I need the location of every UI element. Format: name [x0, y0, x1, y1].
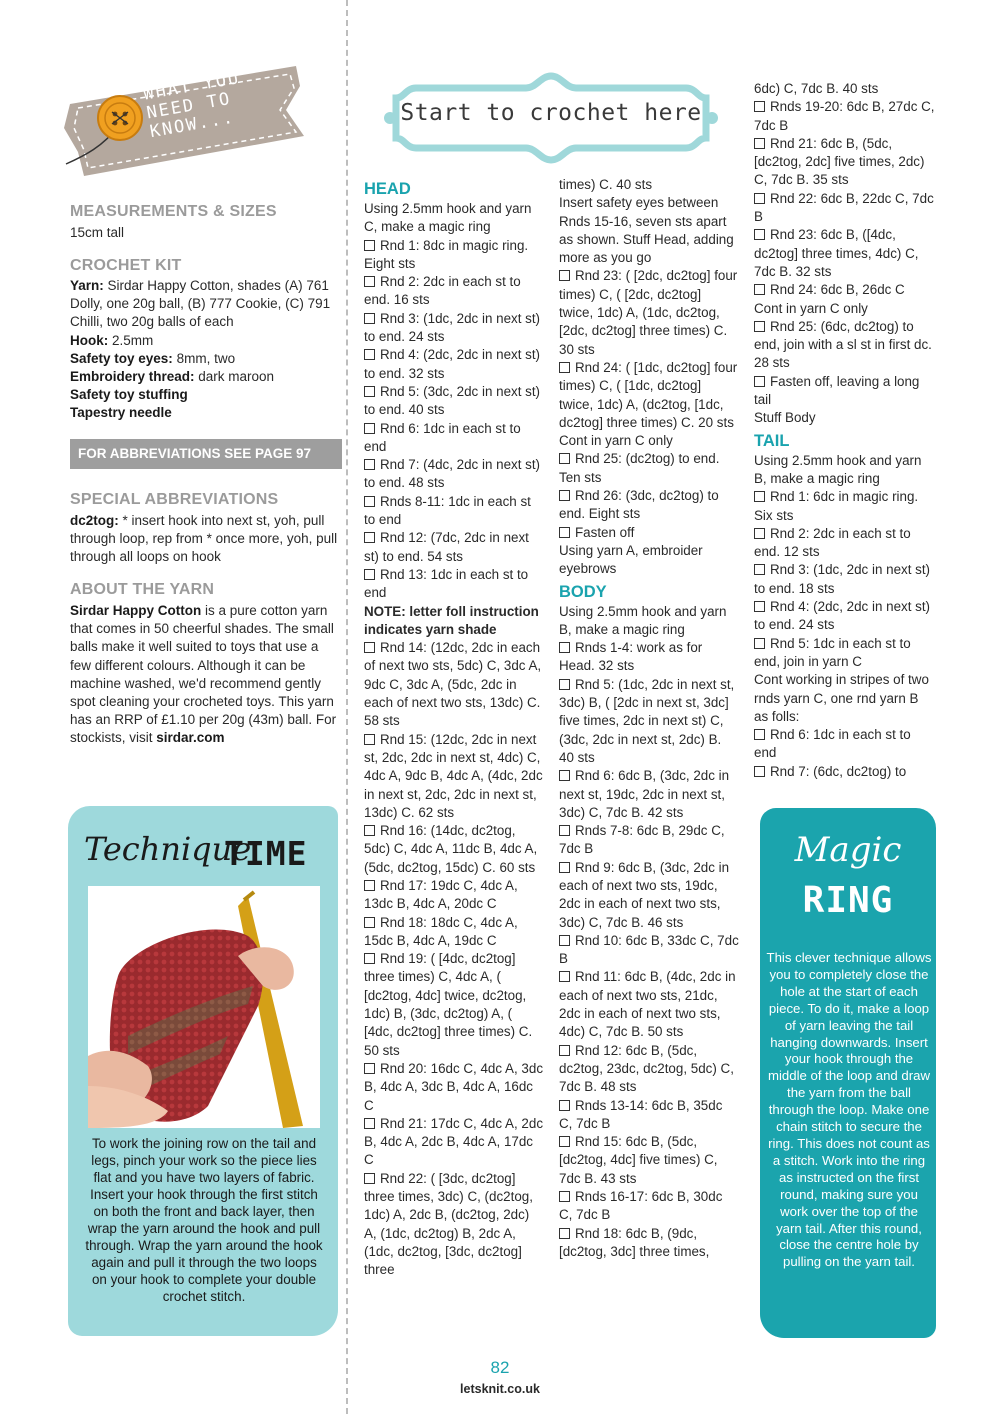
instruction-text: Rnd 15: 6dc B, (5dc, [dc2tog, 4dc] five times) C, 7dc B. 43 sts	[559, 1134, 718, 1186]
checkbox-icon[interactable]	[364, 1063, 375, 1074]
instruction-text: Rnd 3: (1dc, 2dc in next st) to end. 18 sts	[754, 562, 931, 596]
instruction-text: Rnd 22: 6dc B, 22dc C, 7dc B	[754, 190, 934, 225]
pattern-column-2	[559, 176, 739, 1261]
round-instruction	[364, 273, 544, 310]
instruction-text: Rnd 2: 2dc in each st to end. 12 sts	[754, 525, 911, 560]
instruction-text: Rnd 20: 16dc C, 4dc A, 3dc B, 4dc A, 3dc B, 4dc A, 16dc C	[364, 1060, 544, 1113]
checkbox-icon[interactable]	[559, 642, 570, 653]
instruction-text: Fasten off	[575, 524, 635, 540]
instruction-text: Rnd 6: 1dc in each st to end	[364, 420, 521, 454]
checkbox-icon[interactable]	[364, 1118, 375, 1129]
instruction-text: Rnd 19: ( [4dc, dc2tog] three times) C, 4dc A, ( [dc2tog, 4dc] twice, dc2tog, 1dc) B, (3dc, dc2tog) A, ( [4dc, dc2tog] three times) C. 50 sts	[364, 951, 533, 1058]
round-instruction	[364, 950, 544, 1060]
checkbox-icon[interactable]	[364, 734, 375, 745]
checkbox-icon[interactable]	[559, 862, 570, 873]
pattern-text: Cont in yarn C only	[559, 433, 673, 449]
instruction-text: Rnd 5: 1dc in each st to end, join in yarn C	[754, 635, 911, 669]
instruction-text: Rnd 5: (1dc, 2dc in next st, 3dc) B, ( [2dc in next st, 3dc] five times, 2dc in next st) C, (3dc, 2dc in next st, 2dc) B. 40 sts	[559, 676, 735, 765]
round-instruction	[559, 822, 739, 859]
round-instruction	[559, 267, 739, 358]
checkbox-icon[interactable]	[364, 953, 375, 964]
checkbox-icon[interactable]	[559, 1100, 570, 1111]
instruction-text: Rnd 18: 18dc C, 4dc A, 15dc B, 4dc A, 19dc C	[364, 914, 518, 948]
kit-item: Hook: 2.5mm	[70, 332, 154, 348]
round-instruction	[754, 561, 936, 598]
checkbox-icon[interactable]	[754, 564, 765, 575]
pattern-text: Stuff Body	[754, 410, 816, 426]
instruction-text: Rnd 24: 6dc B, 26dc C	[770, 282, 905, 298]
round-instruction	[364, 877, 544, 914]
round-instruction	[559, 1042, 739, 1097]
instruction-text: Rnds 13-14: 6dc B, 35dc C, 7dc B	[559, 1097, 723, 1131]
round-instruction	[364, 493, 544, 530]
instruction-text: Rnds 8-11: 1dc in each st to end	[364, 493, 531, 528]
checkbox-icon[interactable]	[364, 532, 375, 543]
instruction-text: Rnd 3: (1dc, 2dc in next st) to end. 24 sts	[364, 310, 541, 345]
page-number: 82	[490, 1358, 510, 1377]
round-instruction	[754, 281, 936, 299]
checkbox-icon[interactable]	[559, 770, 570, 781]
round-instruction	[754, 598, 936, 635]
instruction-text: Rnd 23: ( [2dc, dc2tog] four times) C, ( [2dc, dc2tog] twice, 1dc) A, (1dc, dc2tog, [2dc, dc2tog] three times) C. 30 sts	[559, 268, 738, 357]
round-instruction	[364, 566, 544, 603]
checkbox-icon[interactable]	[559, 1045, 570, 1056]
round-instruction	[364, 420, 544, 457]
checkbox-icon[interactable]	[754, 193, 765, 204]
round-instruction	[754, 190, 936, 227]
round-instruction	[754, 488, 936, 525]
pattern-text: Using 2.5mm hook and yarn B, make a magic ring	[754, 452, 922, 486]
kit-item: Tapestry needle	[70, 405, 172, 421]
special-abbreviations-heading: SPECIAL ABBREVIATIONS	[70, 491, 279, 508]
round-instruction	[559, 676, 739, 767]
checkbox-icon[interactable]	[754, 138, 765, 149]
checkbox-icon[interactable]	[754, 766, 765, 777]
checkbox-icon[interactable]	[364, 349, 375, 360]
checkbox-icon[interactable]	[754, 376, 765, 387]
instruction-text: Rnd 17: 19dc C, 4dc A, 13dc B, 4dc A, 20dc C	[364, 877, 518, 912]
pattern-text: Cont working in stripes of two rnds yarn C, one rnd yarn B as folls:	[754, 672, 929, 724]
magic-title-caps: RING	[802, 880, 894, 921]
instruction-text: Rnds 19-20: 6dc B, 27dc C, 7dc B	[754, 99, 935, 133]
checkbox-icon[interactable]	[754, 601, 765, 612]
checkbox-icon[interactable]	[559, 1136, 570, 1147]
round-instruction	[754, 726, 936, 763]
checkbox-icon[interactable]	[559, 679, 570, 690]
checkbox-icon[interactable]	[754, 638, 765, 649]
instruction-text: Rnd 12: (7dc, 2dc in next st) to end. 54 sts	[364, 530, 529, 564]
round-instruction	[559, 1133, 739, 1188]
kit-item: Yarn: Sirdar Happy Cotton, shades (A) 761 Dolly, one 20g ball, (B) 777 Cookie, (C) 791 Chilli, two 20g balls of each	[70, 278, 331, 330]
checkbox-icon[interactable]	[559, 935, 570, 946]
magic-text: This clever technique allows you to completely close the hole at the start of each piece. To do it, make a loop of yarn leaving the tail hanging downwards. Insert your hook through the middle of the loop and draw the yarn from the ball through the loop. Make one chain stitch to secure the ring. This does not count as a stitch. Work into the ring as instructed on the first round, making sure you work over the top of the yarn tail. After this round, close the centre hole by pulling on the yarn tail.	[766, 950, 932, 1270]
instruction-text: Rnd 15: (12dc, 2dc in next st, 2dc, 2dc in next st, 4dc) C, 4dc A, 9dc B, 4dc A, (4dc, 2dc in next st, 2dc, 2dc in next st, 13dc) C. 62 sts	[364, 731, 543, 820]
instruction-text: Rnd 24: ( [1dc, dc2tog] four times) C, ( [1dc, dc2tog] twice, 1dc) A, (dc2tog, [1dc, dc2tog] three times) C. 20 sts	[559, 359, 738, 430]
round-instruction	[754, 635, 936, 672]
section-heading: HEAD	[364, 180, 411, 198]
round-instruction	[559, 1188, 739, 1225]
special-abbreviations-text: dc2tog: * insert hook into next st, yoh, pull through loop, rep from * once more, yoh, pull through all loops on hook	[70, 513, 338, 565]
round-instruction	[559, 932, 739, 969]
pattern-text: times) C. 40 sts	[559, 177, 653, 192]
instruction-text: Rnd 2: 2dc in each st to end. 16 sts	[364, 274, 521, 308]
instruction-text: Fasten off, leaving a long tail	[754, 373, 920, 408]
round-instruction	[364, 731, 544, 822]
round-instruction	[364, 346, 544, 383]
round-instruction	[559, 767, 739, 822]
section-heading: BODY	[559, 582, 607, 601]
instruction-text: Rnd 14: (12dc, 2dc in each of next two sts, 5dc) C, 3dc A, 9dc C, 3dc A, (5dc, 2dc in each of next two sts, 13dc) C. 58 sts	[364, 640, 542, 729]
round-instruction	[364, 639, 544, 730]
checkbox-icon[interactable]	[559, 453, 570, 464]
round-instruction	[559, 450, 739, 487]
crochet-kit-list	[70, 277, 340, 423]
checkbox-icon[interactable]	[364, 459, 375, 470]
technique-title-caps: TIME	[224, 834, 308, 873]
magic-title-script: Magic	[794, 830, 902, 870]
checkbox-icon[interactable]	[364, 642, 375, 653]
pattern-text: Using yarn A, embroider eyebrows	[559, 542, 703, 577]
measurements-value: 15cm tall	[70, 225, 125, 240]
round-instruction	[364, 383, 544, 420]
instruction-text: Rnd 25: (dc2tog) to end. Ten sts	[559, 451, 720, 485]
pattern-text: Insert safety eyes between Rnds 15-16, seven sts apart as shown. Stuff Head, adding more as you go	[559, 195, 734, 266]
checkbox-icon[interactable]	[754, 729, 765, 740]
pattern-text: 6dc) C, 7dc B. 40 sts	[754, 81, 879, 96]
instruction-text: Rnd 12: 6dc B, (5dc, dc2tog, 23dc, dc2tog, 5dc) C, 7dc B. 48 sts	[559, 1042, 734, 1095]
instruction-text: Rnd 9: 6dc B, (3dc, 2dc in each of next two sts, 19dc, 2dc in each of next two sts, 3dc) C, 7dc B. 46 sts	[559, 859, 730, 930]
round-instruction	[364, 1060, 544, 1115]
round-instruction	[559, 1097, 739, 1134]
checkbox-icon[interactable]	[364, 917, 375, 928]
section-heading: TAIL	[754, 431, 790, 450]
sirdar-link[interactable]: sirdar.com	[156, 730, 225, 746]
checkbox-icon[interactable]	[754, 229, 765, 240]
abbreviations-bar: FOR ABBREVIATIONS SEE PAGE 97	[70, 439, 342, 469]
instruction-text: Rnd 6: 1dc in each st to end	[754, 727, 911, 761]
round-instruction	[364, 456, 544, 493]
instruction-text: Rnd 1: 8dc in magic ring. Eight sts	[364, 237, 529, 271]
round-instruction	[754, 318, 936, 373]
round-instruction	[754, 373, 936, 410]
instruction-text: Rnd 22: ( [3dc, dc2tog] three times, 3dc) C, (dc2tog, 1dc) A, 2dc B, (dc2tog, 2dc) A, (1dc, dc2tog) B, 2dc A, (1dc, dc2tog, [3dc, dc2tog] three	[364, 1170, 533, 1278]
checkbox-icon[interactable]	[559, 825, 570, 836]
instruction-text: Rnd 21: 6dc B, (5dc, [dc2tog, 2dc] five times, 2dc) C, 7dc B. 35 sts	[754, 135, 925, 188]
instruction-text: Rnd 6: 6dc B, (3dc, 2dc in next st, 19dc, 2dc in next st, 3dc) C, 7dc B. 42 sts	[559, 768, 730, 820]
round-instruction	[364, 914, 544, 951]
instruction-text: Rnd 5: (3dc, 2dc in next st) to end. 40 sts	[364, 383, 541, 418]
round-instruction	[364, 529, 544, 566]
technique-title-script: Technique	[84, 830, 252, 868]
instruction-text: Rnds 7-8: 6dc B, 29dc C, 7dc B	[559, 823, 725, 857]
instruction-text: Rnd 4: (2dc, 2dc in next st) to end. 24 sts	[754, 599, 931, 633]
round-instruction	[559, 1225, 739, 1262]
round-instruction	[364, 822, 544, 877]
crochet-kit-heading: CROCHET KIT	[70, 257, 182, 274]
checkbox-icon[interactable]	[559, 527, 570, 538]
checkbox-icon[interactable]	[754, 491, 765, 502]
instruction-text: Rnd 25: (6dc, dc2tog) to end, join with a sl st in first dc. 28 sts	[754, 318, 932, 371]
about-yarn-text: Sirdar Happy Cotton is a pure cotton yarn that comes in 50 cheerful shades. The small balls make it well suited to toys that use a few different colours. Although it can be machine washed, we'd recommend gently spot cleaning your crocheted toys. This yarn has an RRP of £1.10 per 20g (43m) ball. For stockists, visit sirdar.com	[70, 603, 337, 746]
checkbox-icon[interactable]	[754, 321, 765, 332]
checkbox-icon[interactable]	[559, 971, 570, 982]
checkbox-icon[interactable]	[559, 490, 570, 501]
checkbox-icon[interactable]	[559, 270, 570, 281]
checkbox-icon[interactable]	[364, 313, 375, 324]
instruction-text: Rnd 7: (4dc, 2dc in next st) to end. 48 sts	[364, 457, 541, 491]
checkbox-icon[interactable]	[364, 880, 375, 891]
round-instruction	[754, 763, 936, 781]
checkbox-icon[interactable]	[754, 528, 765, 539]
checkbox-icon[interactable]	[754, 101, 765, 112]
pattern-column-1	[364, 176, 544, 1280]
site-url[interactable]: letsknit.co.uk	[460, 1382, 540, 1396]
pattern-text: Using 2.5mm hook and yarn B, make a magic ring	[559, 603, 727, 637]
kit-item: Safety toy eyes: 8mm, two	[70, 350, 236, 366]
round-instruction	[364, 237, 544, 274]
checkbox-icon[interactable]	[364, 496, 375, 507]
instruction-text: Rnd 13: 1dc in each st to end	[364, 566, 529, 601]
instruction-text: Rnd 7: (6dc, dc2tog) to	[770, 763, 907, 779]
checkbox-icon[interactable]	[559, 1191, 570, 1202]
pattern-text: Using 2.5mm hook and yarn C, make a magic ring	[364, 201, 532, 235]
measurements-heading: MEASUREMENTS & SIZES	[70, 203, 277, 220]
instruction-text: Rnd 18: 6dc B, (9dc, [dc2tog, 3dc] three times,	[559, 1225, 710, 1259]
instruction-text: Rnd 4: (2dc, 2dc in next st) to end. 32 sts	[364, 347, 541, 381]
instruction-text: Rnds 16-17: 6dc B, 30dc C, 7dc B	[559, 1189, 723, 1223]
round-instruction	[754, 98, 936, 135]
round-instruction	[559, 639, 739, 676]
round-instruction	[754, 226, 936, 281]
checkbox-icon[interactable]	[364, 386, 375, 397]
checkbox-icon[interactable]	[364, 276, 375, 287]
kit-item: Safety toy stuffing	[70, 387, 188, 403]
pattern-text: Cont in yarn C only	[754, 300, 868, 316]
start-banner-label: Start to crochet here	[400, 100, 702, 126]
round-instruction	[754, 135, 936, 190]
checkbox-icon[interactable]	[364, 569, 375, 580]
round-instruction	[364, 1170, 544, 1280]
checkbox-icon[interactable]	[754, 284, 765, 295]
round-instruction	[559, 359, 739, 432]
checkbox-icon[interactable]	[559, 1228, 570, 1239]
round-instruction	[364, 1115, 544, 1170]
checkbox-icon[interactable]	[364, 1173, 375, 1184]
badge-label: WHAT YOU NEED TO KNOW...	[141, 68, 242, 143]
crochet-tube-photo	[88, 886, 320, 1128]
round-instruction	[559, 968, 739, 1041]
checkbox-icon[interactable]	[364, 423, 375, 434]
instruction-text: Rnd 16: (14dc, dc2tog, 5dc) C, 4dc A, 11dc B, 4dc A, (5dc, dc2tog, 15dc) C. 60 sts	[364, 823, 538, 875]
round-instruction	[559, 859, 739, 932]
kit-item: Embroidery thread: dark maroon	[70, 369, 275, 385]
instruction-text: Rnd 26: (3dc, dc2tog) to end. Eight sts	[559, 488, 719, 522]
checkbox-icon[interactable]	[364, 240, 375, 251]
instruction-text: Rnd 1: 6dc in magic ring. Six sts	[754, 489, 919, 523]
instruction-text: Rnd 23: 6dc B, ([4dc, dc2tog] three times, 4dc) C, 7dc B. 32 sts	[754, 227, 919, 279]
note-text: NOTE: letter foll instruction indicates yarn shade	[364, 603, 539, 637]
instruction-text: Rnd 21: 17dc C, 4dc A, 2dc B, 4dc A, 2dc B, 4dc A, 17dc C	[364, 1115, 544, 1168]
round-instruction	[559, 487, 739, 524]
round-instruction	[754, 525, 936, 562]
instruction-text: Rnd 11: 6dc B, (4dc, 2dc in each of next two sts, 21dc, 2dc in each of next two sts, 4dc) C, 7dc B. 50 sts	[559, 969, 736, 1040]
technique-text: To work the joining row on the tail and legs, pinch your work so the piece lies flat and you have two layers of fabric. Insert your hook through the first stitch on both the front and back layer, then wrap the yarn around the hook and pull through. Wrap the yarn around the hook again and pull it through the two loops on your hook to complete your double crochet stitch.	[85, 1136, 323, 1304]
round-instruction	[364, 310, 544, 347]
checkbox-icon[interactable]	[364, 825, 375, 836]
about-yarn-heading: ABOUT THE YARN	[70, 581, 215, 598]
round-instruction	[559, 524, 739, 542]
instruction-text: Rnd 10: 6dc B, 33dc C, 7dc B	[559, 932, 739, 967]
pattern-column-3	[754, 80, 936, 781]
checkbox-icon[interactable]	[559, 362, 570, 373]
column-divider	[346, 0, 348, 1414]
instruction-text: Rnds 1-4: work as for Head. 32 sts	[559, 640, 703, 674]
